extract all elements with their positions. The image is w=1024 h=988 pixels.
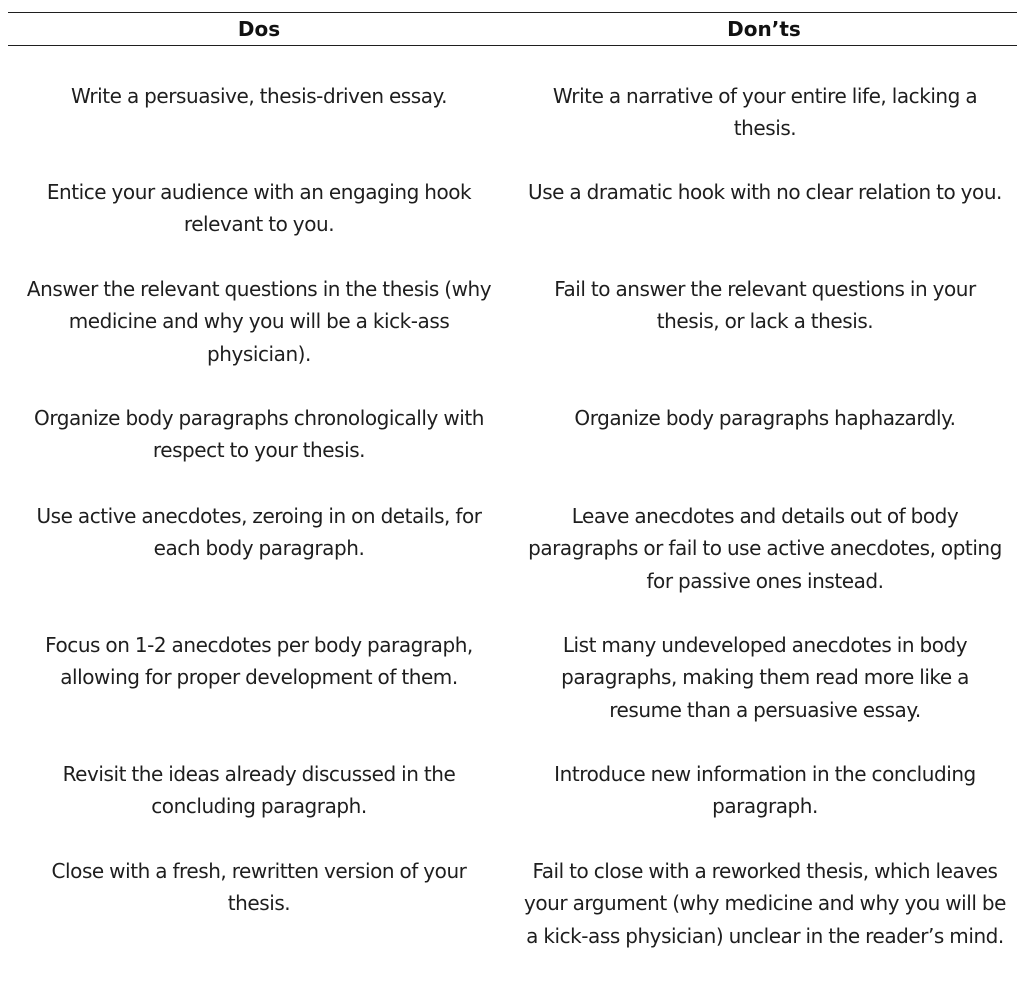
do-cell: Focus on 1-2 anecdotes per body paragraph, allowing for proper development of them.: [45, 633, 473, 690]
dont-cell: Use a dramatic hook with no clear relation to you.: [528, 180, 1002, 204]
table-top-rule: [8, 12, 1017, 13]
dont-cell: List many undeveloped anecdotes in body paragraphs, making them read more like a resume than a persuasive essay.: [561, 633, 969, 722]
dont-cell: Organize body paragraphs haphazardly.: [574, 406, 956, 430]
dont-cell: Introduce new information in the concluding paragraph.: [554, 762, 976, 819]
do-cell: Organize body paragraphs chronologically with respect to your thesis.: [34, 406, 484, 463]
dont-cell: Write a narrative of your entire life, lacking a thesis.: [552, 84, 978, 141]
do-cell: Use active anecdotes, zeroing in on details, for each body paragraph.: [36, 504, 482, 561]
dont-cell: Fail to answer the relevant questions in your thesis, or lack a thesis.: [554, 277, 976, 334]
do-cell: Answer the relevant questions in the thesis (why medicine and why you will be a kick-ass physician).: [26, 277, 492, 366]
do-cell: Close with a fresh, rewritten version of your thesis.: [51, 859, 467, 916]
header-rule: [8, 45, 1017, 46]
do-cell: Entice your audience with an engaging hook relevant to you.: [46, 180, 472, 237]
dont-cell: Fail to close with a reworked thesis, which leaves your argument (why medicine and why you will be a kick-ass physician) unclear in the reader’s mind.: [524, 859, 1006, 948]
dont-cell: Leave anecdotes and details out of body paragraphs or fail to use active anecdotes, opting for passive ones instead.: [528, 504, 1002, 593]
header-dos: Dos: [237, 17, 281, 41]
header-donts: Don’ts: [727, 17, 801, 41]
do-cell: Write a persuasive, thesis-driven essay.: [70, 84, 447, 108]
do-cell: Revisit the ideas already discussed in the concluding paragraph.: [62, 762, 456, 819]
